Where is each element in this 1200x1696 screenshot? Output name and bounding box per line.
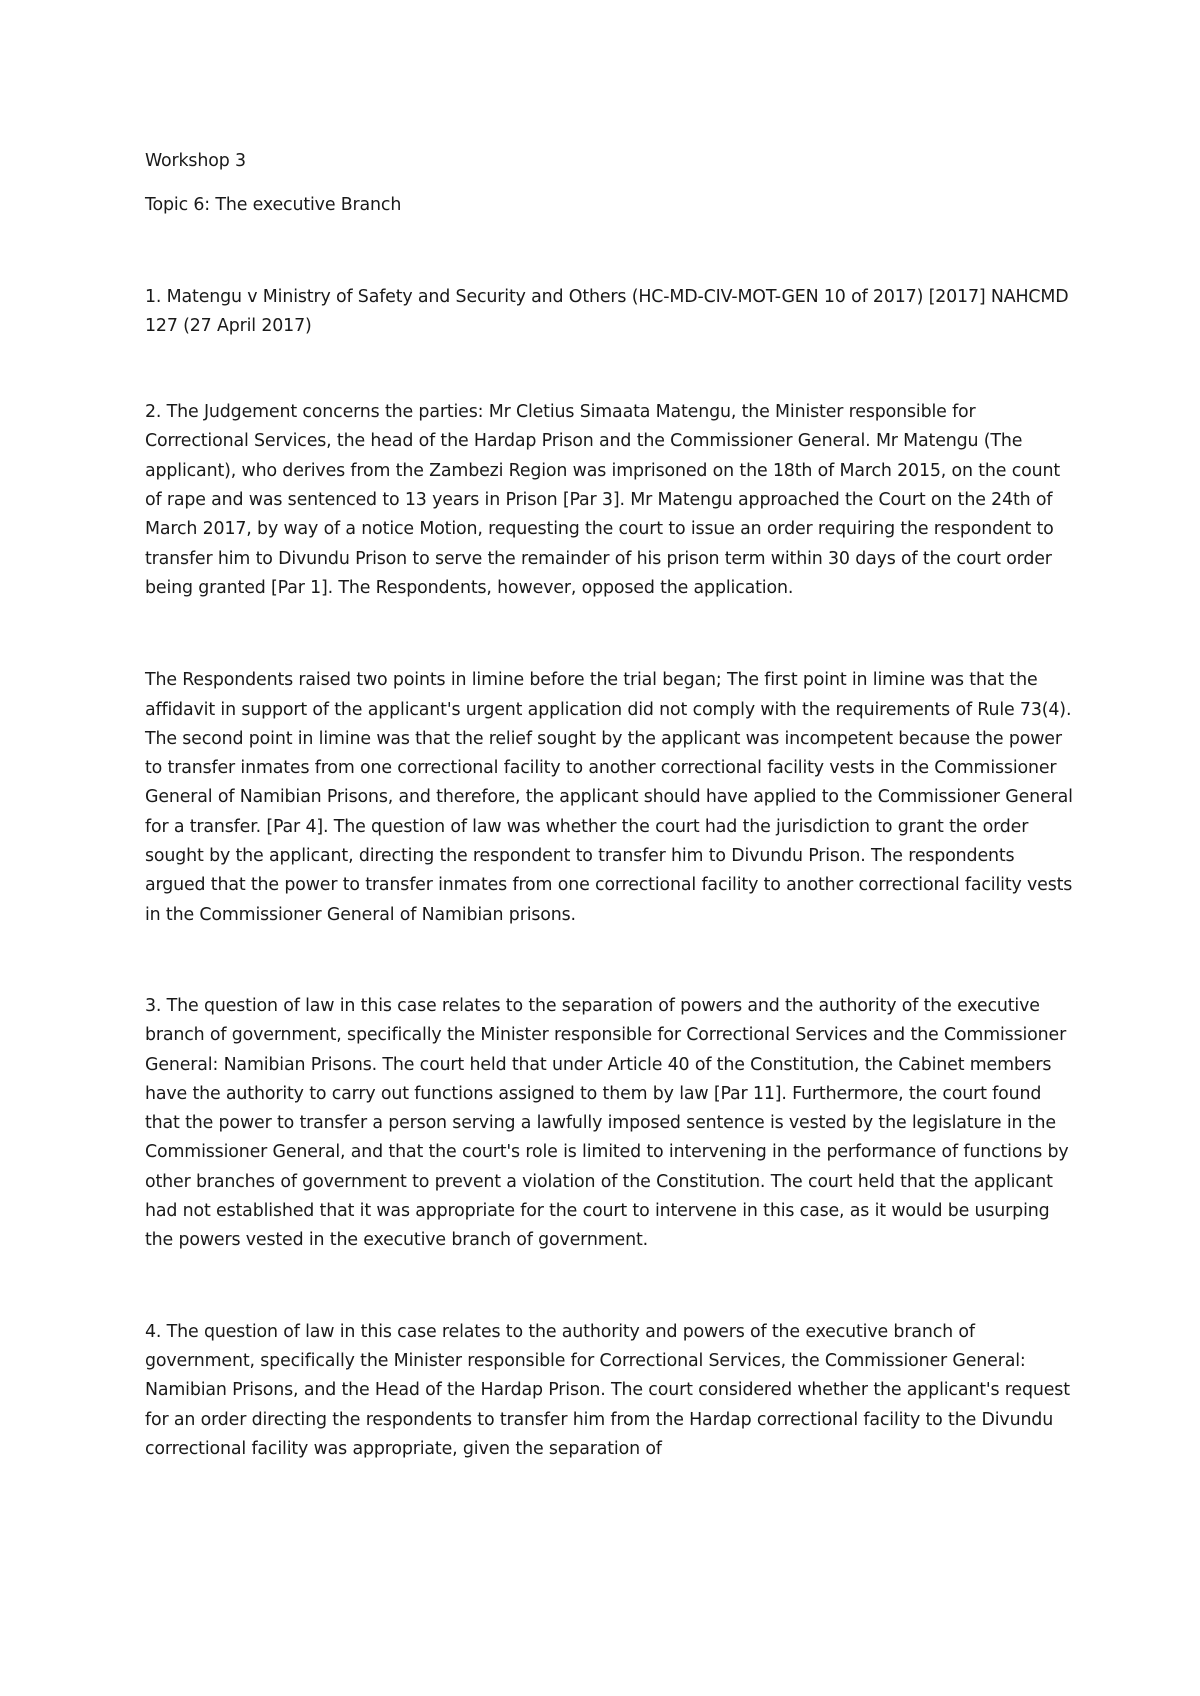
paragraph-executive-authority: 4. The question of law in this case relates to the authority and powers of the executive branch of government, specifically the Minister responsible for Correctional Services, the Commissioner General: Namibian Prisons, and the Head of the Hardap Prison. The court considered whether the applicant's request for an order directing the respondents to transfer him from the Hardap correctional facility to the Divundu correctional facility was appropriate, given the separation of: [145, 1321, 1070, 1459]
document-title: Workshop 3: [145, 151, 246, 171]
document-body: [145, 147, 1075, 1464]
paragraph-judgement-parties: 2. The Judgement concerns the parties: Mr Cletius Simaata Matengu, the Minister responsible for Correctional Services, the head of the Hardap Prison and the Commissioner General. Mr Matengu (The applicant), who derives from the Zambezi Region was imprisoned on the 18th of March 2015, on the count of rape and was sentenced to 13 years in Prison [Par 3]. Mr Matengu approached the Court on the 24th of March 2017, by way of a notice Motion, requesting the court to issue an order requiring the respondent to transfer him to Divundu Prison to serve the remainder of his prison term within 30 days of the court order being granted [Par 1]. The Respondents, however, opposed the application.: [145, 402, 1061, 598]
document-topic: Topic 6: The executive Branch: [145, 195, 402, 216]
paragraph-separation-of-powers: 3. The question of law in this case relates to the separation of powers and the authority of the executive branch of government, specifically the Minister responsible for Correctional Services and the Commissioner General: Namibian Prisons. The court held that under Article 40 of the Constitution, the Cabinet members have the authority to carry out functions assigned to them by law [Par 11]. Furthermore, the court found that the power to transfer a person serving a lawfully imposed sentence is vested by the legislature in the Commissioner General, and that the court's role is limited to intervening in the performance of functions by other branches of government to prevent a violation of the Constitution. The court held that the applicant had not established that it was appropriate for the court to intervene in this case, as it would be usurping the powers vested in the executive branch of government.: [145, 995, 1069, 1251]
paragraph-points-in-limine: The Respondents raised two points in limine before the trial began; The first point in limine was that the affidavit in support of the applicant's urgent application did not comply with the requirements of Rule 73(4). The second point in limine was that the relief sought by the applicant was incompetent because the power to transfer inmates from one correctional facility to another correctional facility vests in the Commissioner General of Namibian Prisons, and therefore, the applicant should have applied to the Commissioner General for a transfer. [Par 4]. The question of law was whether the court had the jurisdiction to grant the order sought by the applicant, directing the respondent to transfer him to Divundu Prison. The respondents argued that the power to transfer inmates from one correctional facility to another correctional facility vests in the Commissioner General of Namibian prisons.: [145, 670, 1073, 925]
paragraph-case-citation: 1. Matengu v Ministry of Safety and Security and Others (HC-MD-CIV-MOT-GEN 10 of 2017) [2017] NAHCMD 127 (27 April 2017): [145, 286, 1069, 336]
